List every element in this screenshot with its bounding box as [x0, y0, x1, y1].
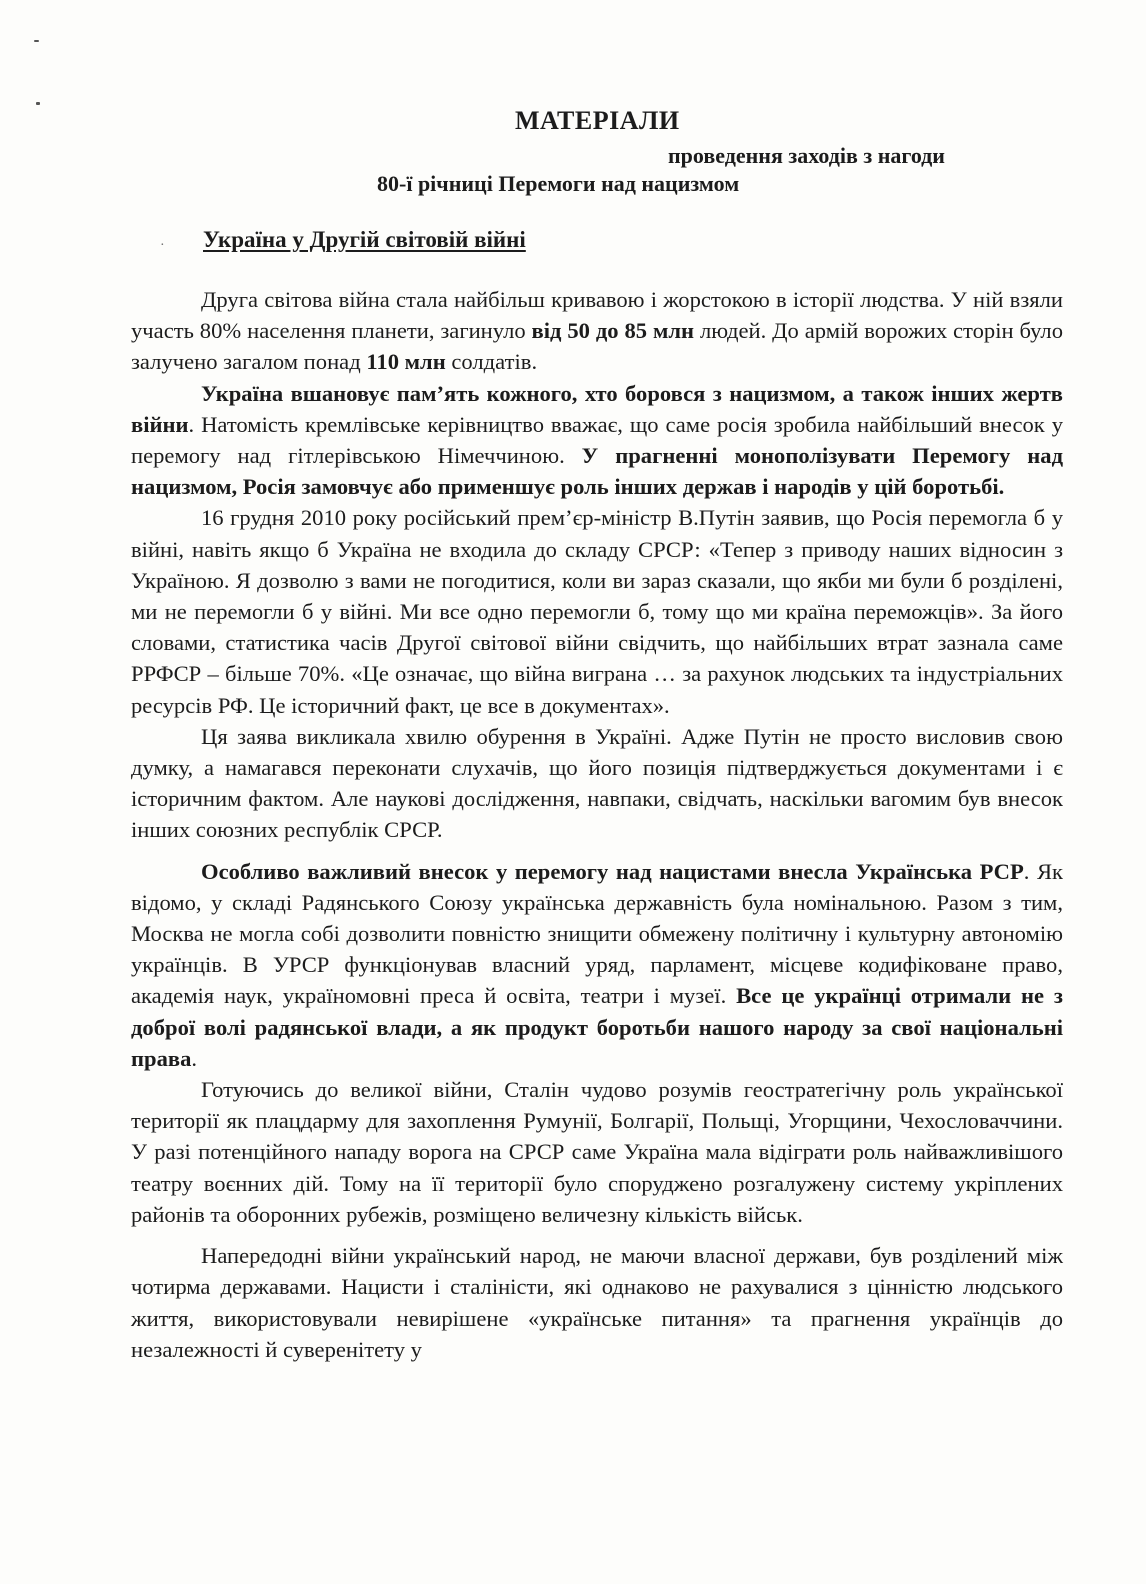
document-subtitle-line-1: проведення заходів з нагоди [668, 143, 945, 168]
paragraph-1 [131, 284, 1063, 378]
scan-speck [36, 102, 40, 105]
section-heading: Україна у Другій світовій війні [203, 227, 526, 252]
paragraph-3: 16 грудня 2010 року російський прем’єр-міністр В.Путін заявив, що Росія перемогла б у війні, навіть якщо б Україна не входила до складу СРСР: «Тепер з приводу наших відносин з Україною. Я дозволю з вами не погодитися, коли ви зараз сказали, що якби ми були б розділені, ми не перемогли б у війні. Ми все одно перемогли б, тому що ми країна переможців». За його словами, статистика часів Другої світової війни свідчить, що найбільших втрат зазнала саме РРФСР – більше 70%. «Це означає, що війна виграна … за рахунок людських та індустріальних ресурсів РФ. Це історичний факт, це все в документах». [131, 505, 1063, 718]
paragraph-1-text-a: Друга світова війна стала найбільш кривавою і жорстокою в історії людства. У ній взяли участь 80% населення планети, загинуло [131, 287, 1063, 344]
section-bullet: · [160, 238, 165, 253]
document-subtitle-line-2: 80-ї річниці Перемоги над нацизмом [377, 171, 740, 196]
paragraph-6: Готуючись до великої війни, Сталін чудово розумів геостратегічну роль української території як плацдарму для захоплення Румунії, Болгарії, Польщі, Угорщини, Чехословаччини. У разі потенційного нападу ворога на СРСР саме Україна мала відіграти роль найважливішого театру воєнних дій. Тому на її території було споруджено розгалужену систему укріплених районів та оборонних рубежів, розміщено величезну кількість військ. [131, 1077, 1063, 1227]
scan-speck [34, 40, 39, 42]
paragraph-1-text-c: людей. До армій ворожих сторін було залучено загалом понад [131, 318, 1064, 375]
paragraph-1-bold-soldiers: 110 млн [366, 349, 446, 375]
paragraph-2-bold-a: Україна вшановує пам’ять кожного, хто боровся з нацизмом, а також інших жертв війни [131, 380, 1063, 437]
paragraph-4: Ця заява викликала хвилю обурення в Україні. Адже Путін не просто висловив свою думку, а намагався переконати слухачів, що його позиція підтверджується документами і є історичним фактом. Але наукові дослідження, навпаки, свідчать, наскільки вагомим був внесок інших союзних республік СРСР. [131, 723, 1063, 843]
paragraph-7: Напередодні війни український народ, не маючи власної держави, був розділений між чотирма державами. Нацисти і сталіністи, які однаково не рахувалися з цінністю людського життя, використовували невирішене «українське питання» та прагнення українців до незалежності й суверенітету у [131, 1243, 1063, 1362]
paragraph-2-bold-c: У прагненні монополізувати Перемогу над нацизмом, Росія замовчує або применшує роль інших держав і народів у цій боротьбі. [131, 443, 1063, 500]
paragraph-1-text-e: солдатів. [445, 349, 538, 375]
paragraph-1-bold-deaths: від 50 до 85 млн [531, 318, 695, 344]
document-title: МАТЕРІАЛИ [515, 106, 680, 135]
paragraph-2 [131, 378, 1063, 503]
document-body [131, 284, 1063, 1365]
paragraph-2-text-b: . Натомість кремлівське керівництво вважає, що саме росія зробила найбільший внесок у перемогу над гітлерівською Німеччиною. [131, 411, 1063, 469]
paragraph-5-bold-c: Все це українці отримали не з доброї волі радянської влади, а як продукт боротьби нашого народу за свої національні права [131, 983, 1063, 1071]
paragraph-5-text-d: . [191, 1045, 198, 1071]
paragraph-5-text-b: . Як відомо, у складі Радянського Союзу українська державність була номінальною. Разом з тим, Москва не могла собі дозволити повністю знищити обмежену політичну і культурну автономію українців. В УРСР функціонував власний уряд, парламент, місцеве кодифіковане право, академія наук, україномовні преса й освіта, театри і музеї. [131, 858, 1064, 1009]
paragraph-5 [131, 856, 1063, 1074]
paragraph-5-bold-a: Особливо важливий внесок у перемогу над нацистами внесла Українська РСР [201, 858, 1024, 884]
